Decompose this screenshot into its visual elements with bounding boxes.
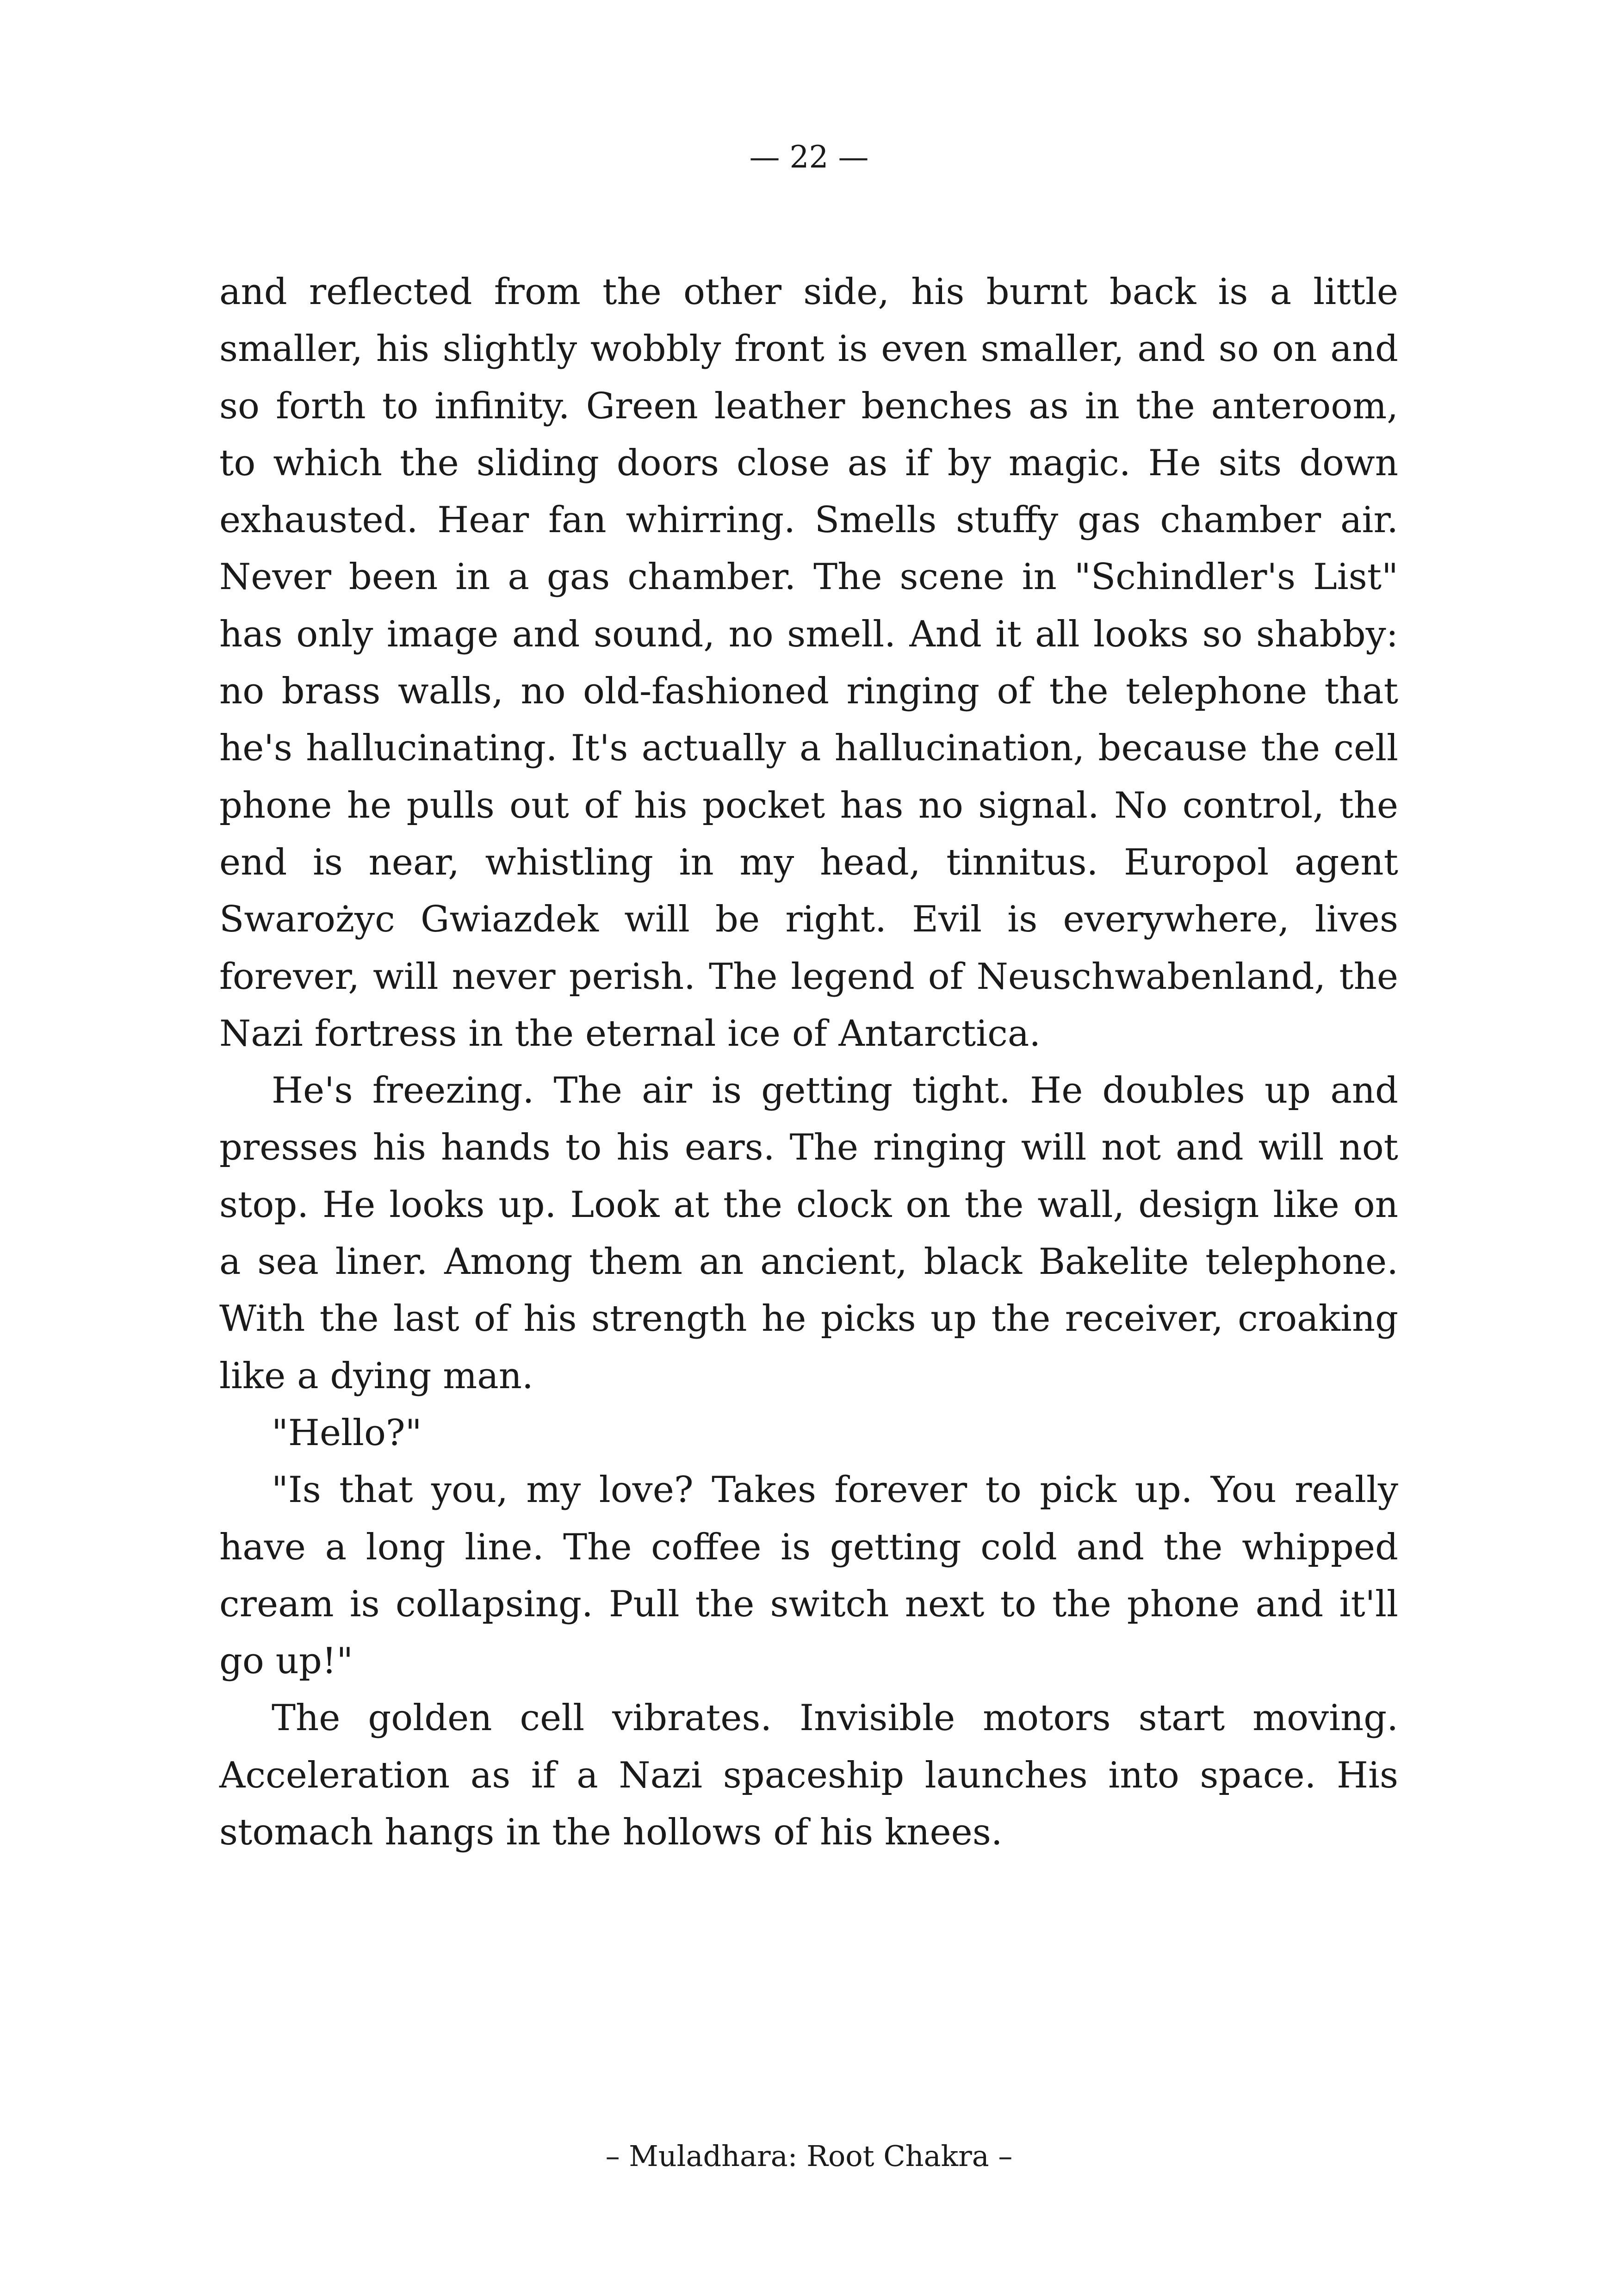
page-number: — 22 — [749, 139, 869, 175]
paragraph-3: "Hello?" [272, 1412, 422, 1454]
paragraph-4: "Is that you, my love? Takes forever to pick up. You really have a long line. The coffee is getting cold and the whipped cream is collapsing. Pull the switch next to the phone and it'll go up!" [219, 1469, 1398, 1682]
paragraph-2: He's freezing. The air is getting tight. He doubles up and presses his hands to his ears. The ringing will not and will not stop. He looks up. Look at the clock on the wall, design like on a sea liner. Among them an ancient, black Bakelite telephone. With the last of his strength he picks up the receiver, croaking like a dying man. [219, 1070, 1398, 1397]
running-footer: – Muladhara: Root Chakra – [605, 2139, 1013, 2173]
body-text [219, 264, 1398, 1861]
paragraph-5: The golden cell vibrates. Invisible motors start moving. Acceleration as if a Nazi spaceship launches into space. His stomach hangs in the hollows of his knees. [219, 1697, 1398, 1854]
paragraph-1: and reflected from the other side, his burnt back is a little smaller, his slightly wobbly front is even smaller, and so on and so forth to infinity. Green leather benches as in the anteroom, to which the sliding doors close as if by magic. He sits down exhausted. Hear fan whirring. Smells stuffy gas chamber air. Never been in a gas chamber. The scene in "Schindler's List" has only image and sound, no smell. And it all looks so shabby: no brass walls, no old-fashioned ringing of the telephone that he's hallucinating. It's actually a hallucination, because the cell phone he pulls out of his pocket has no signal. No control, the end is near, whistling in my head, tinnitus. Europol agent Swarożyc Gwiazdek will be right. Evil is everywhere, lives forever, will never perish. The legend of Neuschwabenland, the Nazi fortress in the eternal ice of Antarctica. [219, 271, 1398, 1055]
